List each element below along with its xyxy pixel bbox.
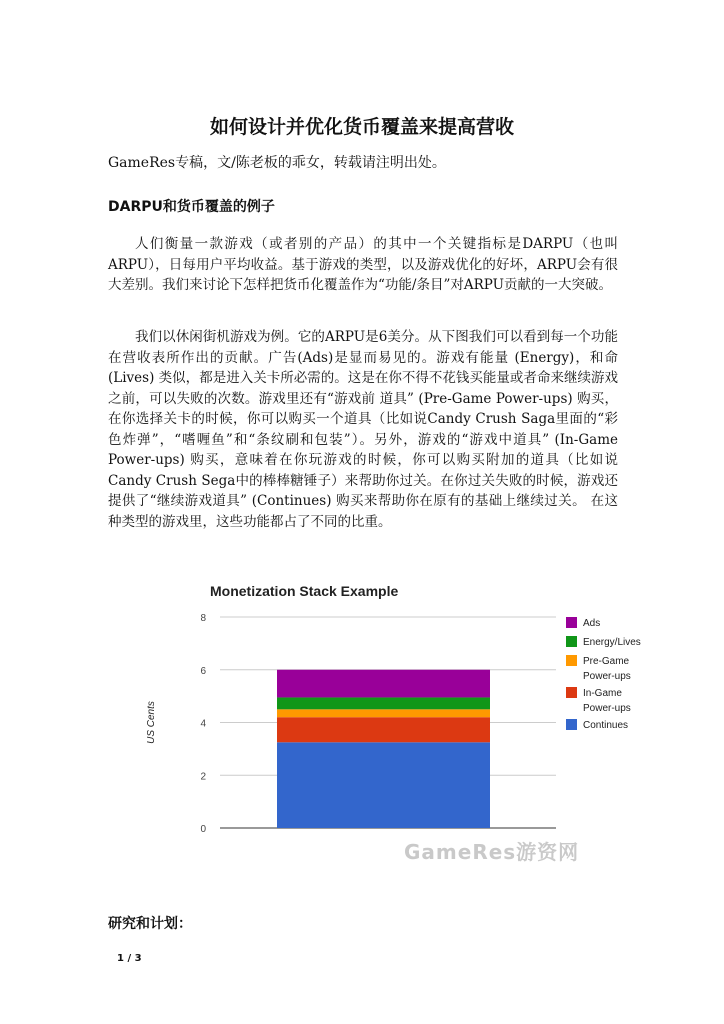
bar-segment-continues (277, 742, 490, 828)
legend-label-continues: Continues (583, 720, 629, 731)
legend-swatch-ads (566, 617, 577, 628)
intro-line: GameRes专稿，文/陈老板的乖女，转载请注明出处。 (108, 155, 446, 171)
chart-title: Monetization Stack Example (210, 583, 399, 599)
page-title: 如何设计并优化货币覆盖来提高营收 (209, 116, 514, 138)
paragraph-2: 我们以休闲街机游戏为例。它的ARPU是6美分。从下图我们可以看到每一个功能在营收表所作出的贡献。广告(Ads)是显而易见的。游戏有能量 (Energy)，和命 (Lives) 类似，都是进入关卡所必需的。这是在你不得不花钱买能量或者命来继续游戏之前，可以失败的次数。游戏里还有“游戏前 道具” (Pre-Game Power-ups) 购买，在你选择关卡的时候，你可以购买一个道具（比如说Candy Crush Saga里面的“彩色炸弹”，“嗜喱鱼”和“条纹刷和包装”）。另外，游戏的“游戏中道具” (In-Game Power-ups) 购买，意味着在你玩游戏的时候，你可以购买附加的道具（比如说Candy Crush Sega中的棒棒糖锤子）来帮助你过关。在你过关失败的时候，游戏还提供了“继续游戏道具” (Continues) 购买来帮助你在原有的基础上继续过关。 在这种类型的游戏里，这些功能都占了不同的比重。 (108, 329, 618, 530)
bar-segment-in-game-power-ups (277, 717, 490, 742)
bar-segment-energy-lives (277, 697, 490, 709)
legend-label-energy-lives: Energy/Lives (583, 637, 641, 648)
legend-swatch-continues (566, 719, 577, 730)
legend-swatch-in-game-power-ups (566, 687, 577, 698)
section-heading: DARPU和货币覆盖的例子 (108, 199, 275, 215)
y-axis-label: US Cents (146, 701, 157, 744)
monetization-chart-svg (134, 570, 652, 870)
y-tick-label-2: 2 (200, 771, 206, 783)
bar-segment-pre-game-power-ups (277, 709, 490, 717)
page-number: 1 / 3 (117, 953, 142, 964)
legend-label-in-game-power-ups: In-Game Power-ups (583, 688, 631, 714)
y-tick-label-4: 4 (200, 718, 206, 730)
legend-swatch-pre-game-power-ups (566, 655, 577, 666)
legend-label-pre-game-power-ups: Pre-Game Power-ups (583, 656, 631, 682)
watermark: GameRes游资网 (404, 840, 580, 864)
y-tick-label-8: 8 (200, 613, 206, 624)
y-tick-label-0: 0 (200, 824, 206, 835)
legend-label-ads: Ads (583, 618, 601, 629)
paragraph-1: 人们衡量一款游戏（或者别的产品）的其中一个关键指标是DARPU（也叫ARPU），日每用户平均收益。基于游戏的类型，以及游戏优化的好坏，ARPU会有很大差别。我们来讨论下怎样把货币化覆盖作为“功能/条目”对ARPU贡献的一大突破。 (108, 236, 618, 293)
y-tick-label-6: 6 (200, 665, 206, 677)
monetization-chart (134, 570, 652, 870)
bar-segment-ads (277, 670, 490, 698)
legend-swatch-energy-lives (566, 636, 577, 647)
section-heading-2: 研究和计划： (108, 916, 192, 932)
